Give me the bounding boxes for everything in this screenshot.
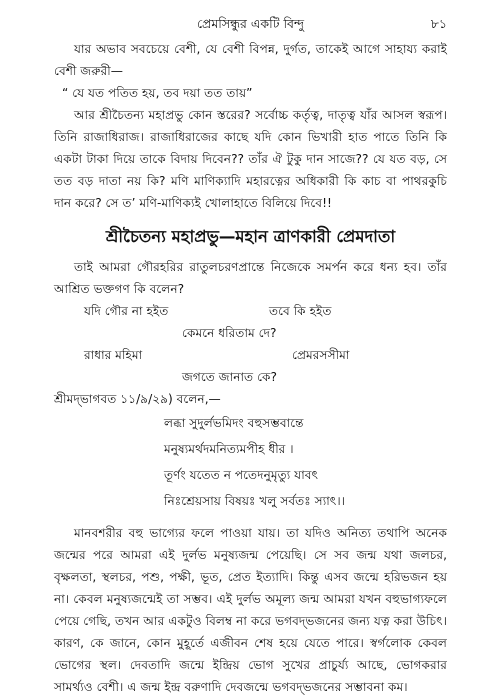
section-paragraph-2: মানবশরীর বহু ভাগ্যের ফলে পাওয়া যায়। তা যদিও অনিত্য তথাপি অনেক জন্মের পরে আমরা এই দুর্লভ মনুষ্যজন্ম পেয়েছি। সে সব জন্ম যথা জলচর, বৃক্ষলতা, স্থলচর, পশু, পক্ষী, ভূত, প্রেত ইত্যাদি। কিন্তু এসব জন্মে হরিভজন হয় না। কেবল মনুষ্যজন্মেই তা সম্ভব। এই দুর্লভ অমূল্য জন্ম আমরা যখন বহুভাগ্যফলে পেয়ে গেছি, তখন আর একটুও বিলম্ব না করে ভগবদ্‌ভজনের জন্য যত্ন করা উচিৎ। কারণ, কে জানে, কোন মুহূর্তে এজীবন শেষ হয়ে যেতে পারে। স্বর্গলোক কেবল ভোগের স্থল। দেবতাদি জন্মে ইন্দ্রিয় ভোগ সুখের প্রাচুর্য্য আছে, ভোগকরার সামর্থ্যও বেশী। এ জন্ম ইন্দ্র বরুণাদি দেবজন্মে ভগবদ্‌ভজনের সম্ভাবনা কম। [54,526,447,694]
verse-line-4 [54,366,447,388]
shloka-block [54,410,447,514]
verse-line-2-text: কেমনে ধরিতাম দে? [182,326,277,340]
intro-paragraph: যার অভাব সবচেয়ে বেশী, যে বেশী বিপন্ন, দুর্গত, তাকেই আগে সাহায্য করাই বেশী জরুরী— [54,42,447,78]
verse-block [54,300,447,388]
intro-quote: “ যে যত পতিত হয়, তব দয়া তত তায়” [62,86,253,100]
shloka-line: তূর্ণং যতেত ন পতেদনুমৃত্যু যাবৎ [164,468,319,482]
running-title: প্রেমসিন্ধুর একটি বিন্দু [196,16,305,31]
verse-line-1-right: তবে কি হইত [269,304,332,318]
page-header [54,8,447,38]
spacer [54,514,447,522]
section-heading: শ্রীচৈতন্য মহাপ্রভু—মহান ত্রাণকারী প্রেমদাতা [105,227,396,246]
verse-line-1 [54,300,447,322]
intro-paragraph-2: আর শ্রীচৈতন্য মহাপ্রভু কোন স্তরের? সর্বোচ্চ কর্তৃত্ব, দাতৃত্ব যাঁর আসল স্বরূপ। তিনি রাজাধিরাজ। রাজাধিরাজের কাছে যদি কোন ভিখারী হাত পাতে তিনি কি একটা টাকা দিয়ে তাকে বিদায় দিবেন?? তাঁর ঐ টুকু দান সাজে?? যে যত বড়, সে তত বড় দাতা নয় কি? মণি মাণিক্যাদি মহারত্নের অধিকারী কি কাচ বা পাথরকুচি দান করে? সে ত’ মণি-মাণিক্যই খোলাহাতে বিলিয়ে দিবে!! [54,108,447,210]
section-paragraph-1: তাই আমরা গৌরহরির রাতুলচরণপ্রান্তে নিজেকে সমর্পন করে ধন্য হব। তাঁর আশ্রিত ভক্তগণ কি বলেন? [54,260,447,296]
shloka-line: মনুষ্যমর্থদমনিত্যমপীহ ধীর । [164,442,294,456]
verse-line-3-right: প্রেমরসসীমা [292,348,350,362]
shloka-line: লব্ধা সুদুর্লভমিদং বহুসম্ভবান্তে [164,416,304,430]
verse-line-3 [54,344,447,366]
citation-line: শ্রীমদ্‌ভাগবত ১১/৯/২৯) বলেন,— [54,392,221,406]
verse-line-4-text: জগতে জানাত কে? [182,370,278,384]
verse-line-1-left: যদি গৌর না হইত [84,304,169,318]
shloka-line: নিঃশ্রেয়সায় বিষয়ঃ খলু সর্বতঃ স্যাৎ।। [164,494,346,508]
verse-line-2 [54,322,447,344]
page-number: ৮১ [430,16,447,31]
verse-line-3-left: রাধার মহিমা [84,348,143,362]
